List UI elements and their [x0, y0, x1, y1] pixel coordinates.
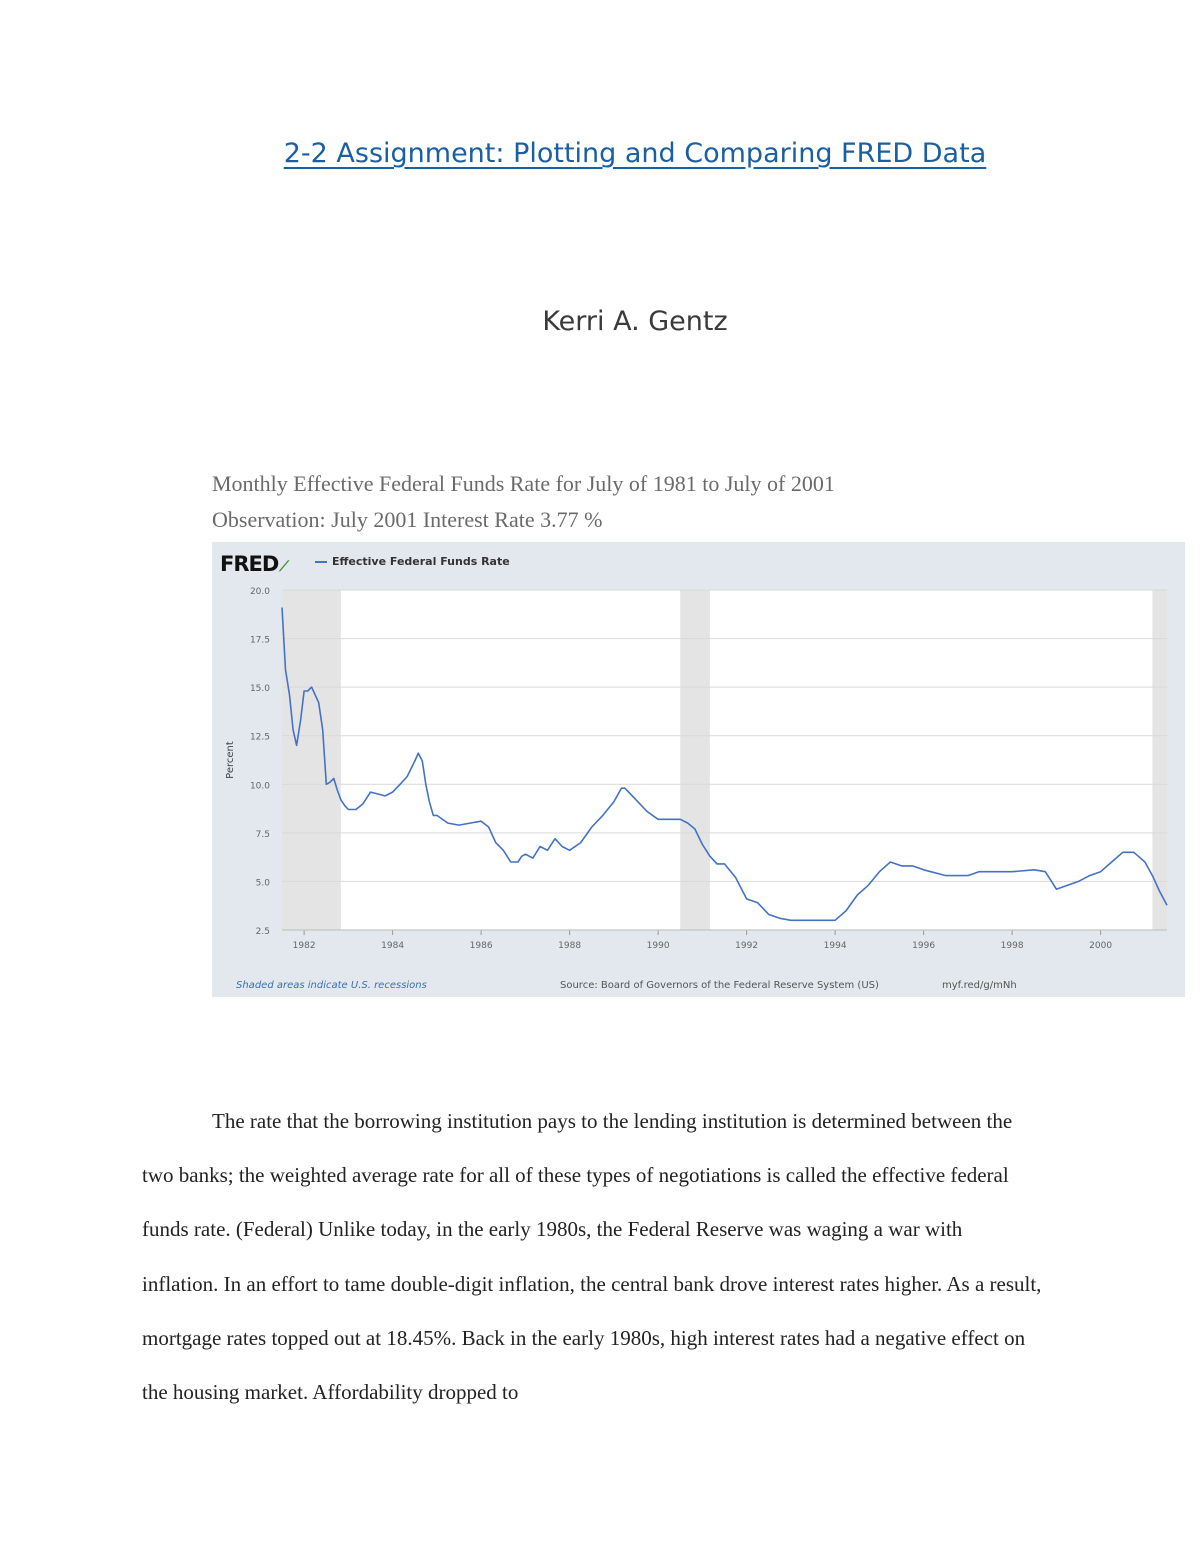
- y-tick-label: 2.5: [255, 927, 270, 937]
- recession-shade: [680, 590, 710, 930]
- chart-caption: Monthly Effective Federal Funds Rate for July of 1981 to July of 2001: [212, 471, 835, 496]
- x-tick-label: 1988: [558, 941, 582, 951]
- x-tick-label: 1982: [292, 941, 316, 951]
- observation-caption: Observation: July 2001 Interest Rate 3.77 %: [212, 507, 603, 532]
- y-axis-label: Percent: [225, 741, 236, 779]
- x-tick-label: 1994: [823, 941, 847, 951]
- fred-logo: FRED⟋: [220, 552, 290, 576]
- x-tick-label: 1990: [646, 941, 670, 951]
- y-tick-label: 17.5: [249, 635, 270, 646]
- y-tick-label: 15.0: [249, 684, 270, 695]
- body-paragraph: The rate that the borrowing institution pays to the lending institution is determined between the two banks; the weighted average rate for all of these types of negotiations is called the effective federal funds rate. (Federal) Unlike today, in the early 1980s, the Federal Reserve was waging a war with inflation. In an effort to tame double-digit inflation, the central bank drove interest rates higher. As a result, mortgage rates topped out at 18.45%. Back in the early 1980s, high interest rates had a negative effect on the housing market. Affordability dropped to: [142, 1109, 1042, 1405]
- y-tick-label: 12.5: [249, 732, 270, 743]
- short-link: myf.red/g/mNh: [942, 980, 1017, 991]
- x-tick-label: 1998: [1000, 941, 1024, 951]
- y-tick-label: 7.5: [255, 829, 270, 840]
- x-tick-label: 1986: [469, 941, 493, 951]
- recession-note: Shaded areas indicate U.S. recessions: [236, 980, 427, 991]
- fred-chart-figure: [212, 542, 1185, 997]
- source-note: Source: Board of Governors of the Federal Reserve System (US): [560, 980, 879, 991]
- y-tick-label: 20.0: [249, 587, 270, 597]
- x-tick-label: 1996: [912, 941, 936, 951]
- legend-label: Effective Federal Funds Rate: [332, 555, 510, 568]
- chart-svg: [212, 542, 1185, 997]
- x-tick-label: 2000: [1089, 941, 1113, 951]
- chart-legend: [315, 555, 510, 568]
- y-tick-label: 10.0: [249, 781, 270, 792]
- legend-swatch: [315, 561, 327, 563]
- recession-shade: [282, 590, 341, 930]
- sparkline-icon: ⟋: [279, 559, 290, 575]
- author-name: Kerri A. Gentz: [542, 306, 728, 337]
- y-tick-label: 5.0: [255, 878, 270, 889]
- x-tick-label: 1992: [735, 941, 759, 951]
- document-title: 2-2 Assignment: Plotting and Comparing FRED Data: [283, 138, 987, 169]
- x-tick-label: 1984: [381, 941, 405, 951]
- body-paragraph-block: [142, 1094, 1042, 1419]
